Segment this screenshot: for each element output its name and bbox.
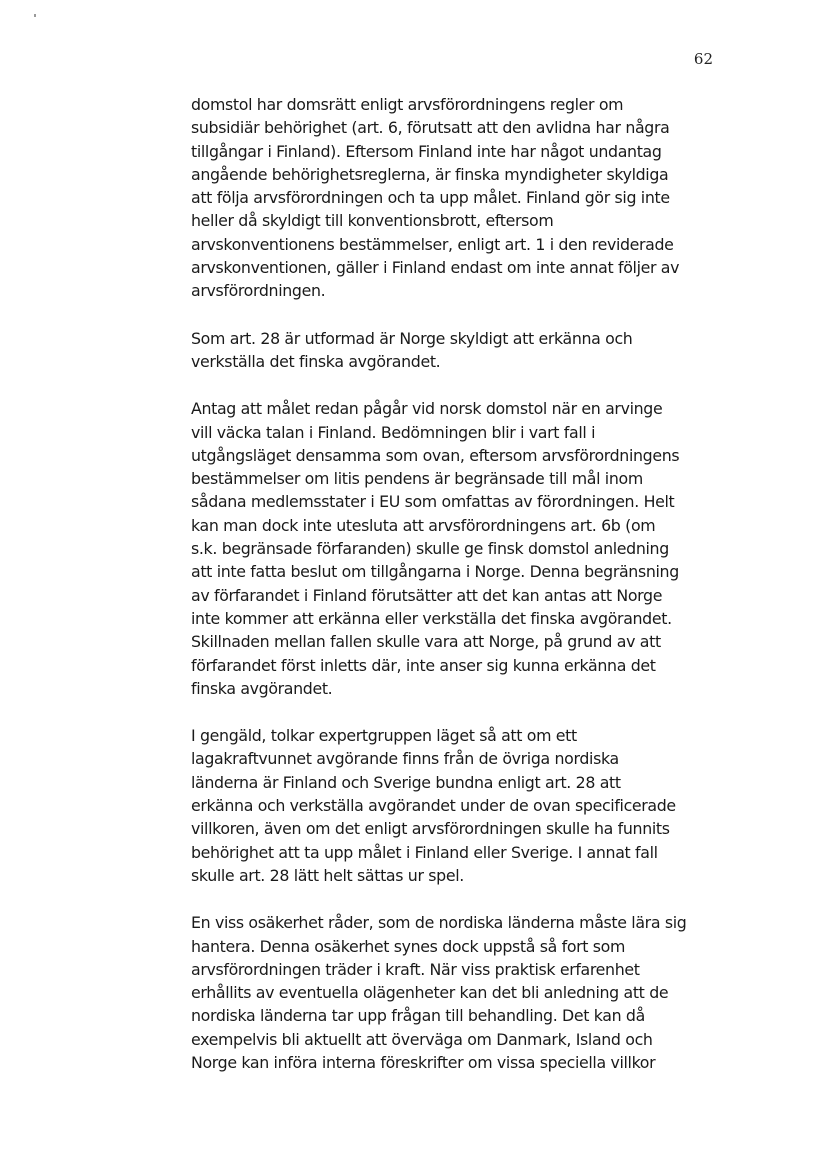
paragraph-2: Som art. 28 är utformad är Norge skyldigt att erkänna och verkställa det finska avgörandet. — [191, 328, 633, 371]
paragraph-3: Antag att målet redan pågår vid norsk domstol när en arvinge vill väcka talan i Finland. Bedömningen blir i vart fall i utgångsläget densamma som ovan, eftersom arvsförordningens bestämmelser om litis pendens är begränsade till mål inom sådana medlemsstater i EU som omfattas av förordningen. Helt kan man dock inte utesluta att arvsförordningens art. 6b (om s.k. begränsade förfaranden) skulle ge finsk domstol anledning att inte fatta beslut om tillgångarna i Norge. Denna begränsning av förfarandet i Finland förutsätter att det kan antas att Norge inte kommer att erkänna eller verkställa det finska avgörandet. Skillnaden mellan fallen skulle vara att Norge, på grund av att förfarandet först inletts där, inte anser sig kunna erkänna det finska avgörandet. — [191, 399, 680, 698]
document-body — [191, 93, 716, 1098]
scan-artifact — [34, 14, 36, 17]
paragraph-5: En viss osäkerhet råder, som de nordiska länderna måste lära sig hantera. Denna osäkerhet synes dock uppstå så fort som arvsförordningen träder i kraft. När viss praktisk erfarenhet erhållits av eventuella olägenheter kan det bli anledning att de nordiska länderna tar upp frågan till behandling. Det kan då exempelvis bli aktuellt att överväga om Danmark, Island och Norge kan införa interna föreskrifter om vissa speciella villkor — [191, 913, 687, 1072]
paragraph-4: I gengäld, tolkar expertgruppen läget så att om ett lagakraftvunnet avgörande finns från de övriga nordiska länderna är Finland och Sverige bundna enligt art. 28 att erkänna och verkställa avgörandet under de ovan specificerade villkoren, även om det enligt arvsförordningen skulle ha funnits behörighet att ta upp målet i Finland eller Sverige. I annat fall skulle art. 28 lätt helt sättas ur spel. — [191, 726, 676, 885]
paragraph-1: domstol har domsrätt enligt arvsförordningens regler om subsidiär behörighet (art. 6, förutsatt att den avlidna har några tillgångar i Finland). Eftersom Finland inte har något undantag angående behörighetsreglerna, är finska myndigheter skyldiga att följa arvsförordningen och ta upp målet. Finland gör sig inte heller då skyldigt till konventionsbrott, eftersom arvskonventionens bestämmelser, enligt art. 1 i den reviderade arvskonventionen, gäller i Finland endast om inte annat följer av arvsförordningen. — [191, 95, 680, 301]
page-number: 62 — [693, 50, 713, 68]
